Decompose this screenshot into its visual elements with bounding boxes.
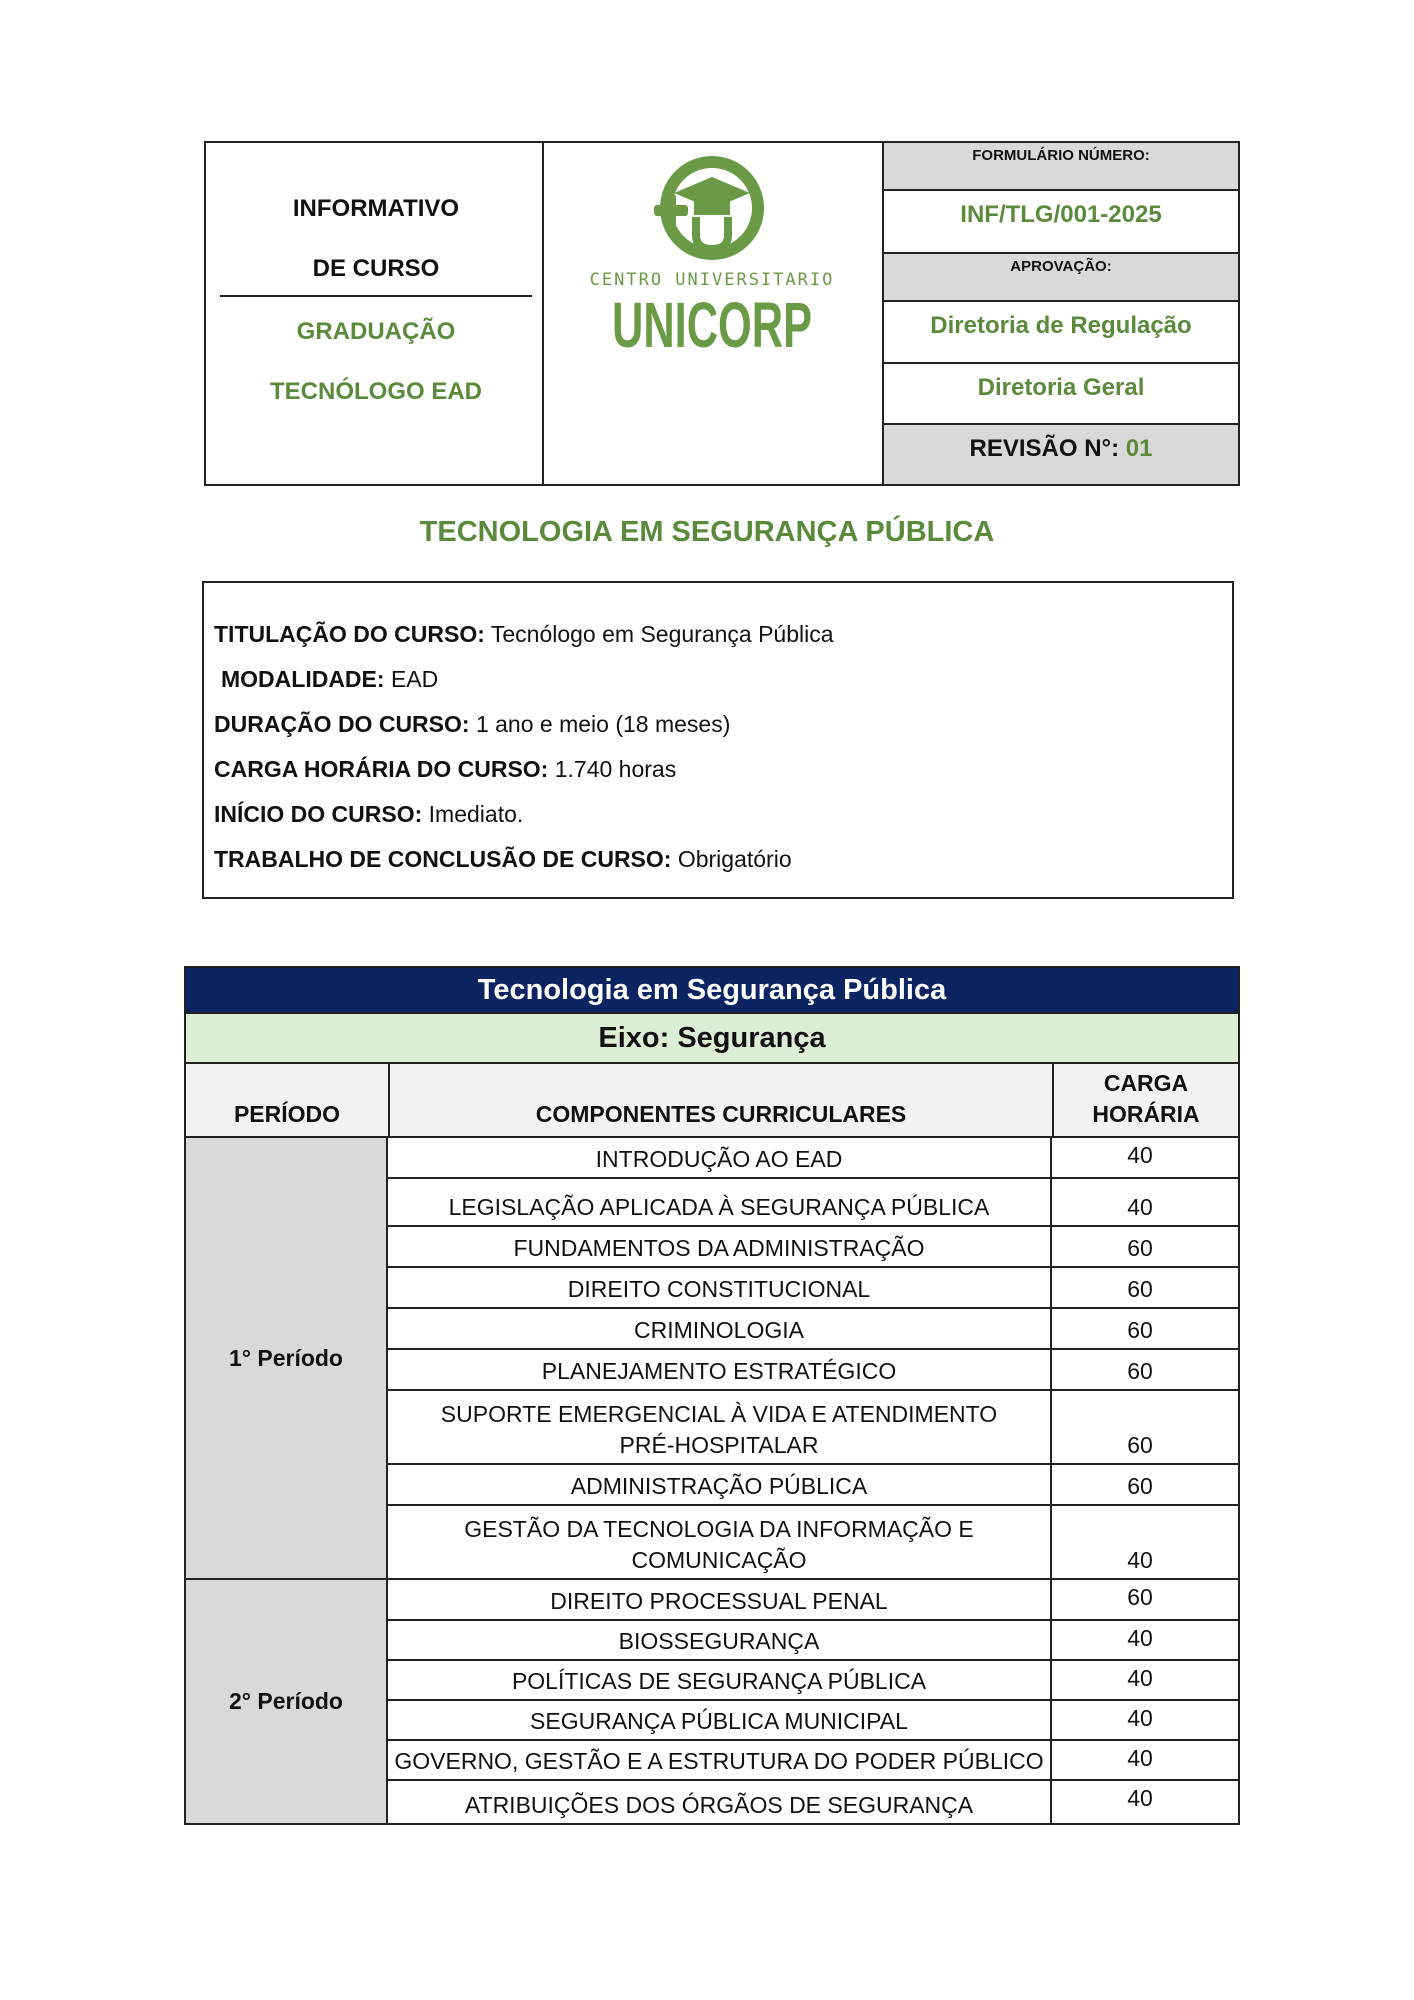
approval-general: Diretoria Geral xyxy=(884,364,1238,425)
period-label: 2° Período xyxy=(186,1580,388,1823)
table-row xyxy=(388,1701,1238,1741)
component-name: LEGISLAÇÃO APLICADA À SEGURANÇA PÚBLICA xyxy=(388,1179,1052,1225)
header-tecnologo-ead: TECNÓLOGO EAD xyxy=(269,378,482,405)
form-info-column xyxy=(884,143,1238,484)
component-name: PLANEJAMENTO ESTRATÉGICO xyxy=(388,1350,1052,1389)
table-row xyxy=(388,1179,1238,1227)
component-name: FUNDAMENTOS DA ADMINISTRAÇÃO xyxy=(388,1227,1052,1266)
header-de-curso: DE CURSO xyxy=(312,255,440,282)
table-row xyxy=(388,1391,1238,1465)
unicorp-logo xyxy=(544,143,880,484)
table-row xyxy=(388,1580,1238,1621)
component-hours: 40 xyxy=(1127,1194,1153,1220)
revision-label: REVISÃO N°: xyxy=(969,435,1120,462)
component-hours: 40 xyxy=(1127,1547,1153,1573)
table-row xyxy=(388,1227,1238,1268)
component-hours: 40 xyxy=(1127,1625,1153,1651)
curriculum-table xyxy=(184,966,1240,1825)
header-informativo: INFORMATIVO xyxy=(292,195,460,222)
table-row xyxy=(388,1309,1238,1350)
info-label: TRABALHO DE CONCLUSÃO DE CURSO: xyxy=(214,846,672,872)
form-number-label: FORMULÁRIO NÚMERO: xyxy=(884,143,1238,191)
table-row xyxy=(388,1781,1238,1823)
header-divider xyxy=(220,295,532,297)
header-components: COMPONENTES CURRICULARES xyxy=(388,1064,1052,1136)
component-name: GOVERNO, GESTÃO E A ESTRUTURA DO PODER PÚBLICO xyxy=(388,1741,1052,1779)
info-label: MODALIDADE: xyxy=(221,666,385,692)
logo-plus-v xyxy=(665,194,676,228)
component-name: DIREITO PROCESSUAL PENAL xyxy=(388,1580,1052,1619)
component-hours: 40 xyxy=(1127,1142,1153,1168)
approval-label: APROVAÇÃO: xyxy=(884,254,1238,302)
component-hours: 40 xyxy=(1127,1705,1153,1731)
component-name: ADMINISTRAÇÃO PÚBLICA xyxy=(388,1465,1052,1504)
period-group xyxy=(184,1138,1240,1580)
table-row xyxy=(388,1621,1238,1661)
header-graduacao: GRADUAÇÃO xyxy=(296,318,456,345)
info-row-titulacao xyxy=(214,621,834,648)
component-name: ATRIBUIÇÕES DOS ÓRGÃOS DE SEGURANÇA xyxy=(388,1781,1052,1823)
info-row-tcc xyxy=(214,846,792,873)
table-row xyxy=(388,1465,1238,1506)
component-hours: 60 xyxy=(1127,1235,1153,1261)
component-hours: 60 xyxy=(1127,1584,1153,1610)
course-info-box xyxy=(202,581,1234,899)
table-row xyxy=(388,1506,1238,1578)
info-row-modalidade xyxy=(221,666,438,693)
logo-tagline: CENTRO UNIVERSITARIO xyxy=(589,270,835,290)
document-header xyxy=(204,141,1240,486)
component-hours: 60 xyxy=(1127,1276,1153,1302)
component-hours: 60 xyxy=(1127,1473,1153,1499)
info-row-inicio xyxy=(214,801,523,828)
component-name: DIREITO CONSTITUCIONAL xyxy=(388,1268,1052,1307)
info-row-duracao xyxy=(214,711,730,738)
info-label: CARGA HORÁRIA DO CURSO: xyxy=(214,756,549,782)
component-name: CRIMINOLOGIA xyxy=(388,1309,1052,1348)
component-name: POLÍTICAS DE SEGURANÇA PÚBLICA xyxy=(388,1661,1052,1699)
info-label: DURAÇÃO DO CURSO: xyxy=(214,711,470,737)
table-row xyxy=(388,1741,1238,1781)
page-title: TECNOLOGIA EM SEGURANÇA PÚBLICA xyxy=(419,516,995,548)
table-row xyxy=(388,1661,1238,1701)
approval-regulation: Diretoria de Regulação xyxy=(884,302,1238,364)
info-value: Obrigatório xyxy=(677,846,792,872)
component-hours: 40 xyxy=(1127,1745,1153,1771)
period-group xyxy=(184,1580,1240,1825)
component-name: SUPORTE EMERGENCIAL À VIDA E ATENDIMENTO PRÉ-HOSPITALAR xyxy=(388,1391,1052,1463)
table-row xyxy=(388,1350,1238,1391)
info-value: 1.740 horas xyxy=(554,756,677,782)
logo-cell xyxy=(544,143,884,484)
component-hours: 40 xyxy=(1127,1785,1153,1811)
info-label: INÍCIO DO CURSO: xyxy=(214,801,423,827)
logo-name: UNICORP xyxy=(612,289,812,361)
component-hours: 60 xyxy=(1127,1358,1153,1384)
form-number: INF/TLG/001-2025 xyxy=(884,191,1238,254)
component-name: GESTÃO DA TECNOLOGIA DA INFORMAÇÃO E COMUNICAÇÃO xyxy=(388,1506,1052,1578)
header-hours-line2: HORÁRIA xyxy=(1092,1101,1200,1127)
header-hours-line1: CARGA xyxy=(1103,1070,1189,1096)
table-title: Tecnologia em Segurança Pública xyxy=(184,966,1240,1014)
component-hours: 60 xyxy=(1127,1317,1153,1343)
info-value: Tecnólogo em Segurança Pública xyxy=(490,621,834,647)
header-hours xyxy=(1052,1064,1238,1136)
table-row xyxy=(388,1138,1238,1179)
info-value: 1 ano e meio (18 meses) xyxy=(475,711,731,737)
component-name: BIOSSEGURANÇA xyxy=(388,1621,1052,1659)
revision-cell xyxy=(884,425,1238,484)
info-label: TITULAÇÃO DO CURSO: xyxy=(214,621,485,647)
component-hours: 60 xyxy=(1127,1432,1153,1458)
info-value: EAD xyxy=(390,666,439,692)
revision-number: 01 xyxy=(1125,435,1153,462)
component-hours: 40 xyxy=(1127,1665,1153,1691)
period-label: 1° Período xyxy=(186,1138,388,1578)
component-name: INTRODUÇÃO AO EAD xyxy=(388,1138,1052,1177)
header-period: PERÍODO xyxy=(233,1101,341,1127)
table-row xyxy=(388,1268,1238,1309)
table-header-row xyxy=(184,1064,1240,1138)
info-row-carga xyxy=(214,756,676,783)
table-axis: Eixo: Segurança xyxy=(184,1014,1240,1064)
info-value: Imediato. xyxy=(428,801,524,827)
component-name: SEGURANÇA PÚBLICA MUNICIPAL xyxy=(388,1701,1052,1739)
header-course-type xyxy=(206,143,544,484)
